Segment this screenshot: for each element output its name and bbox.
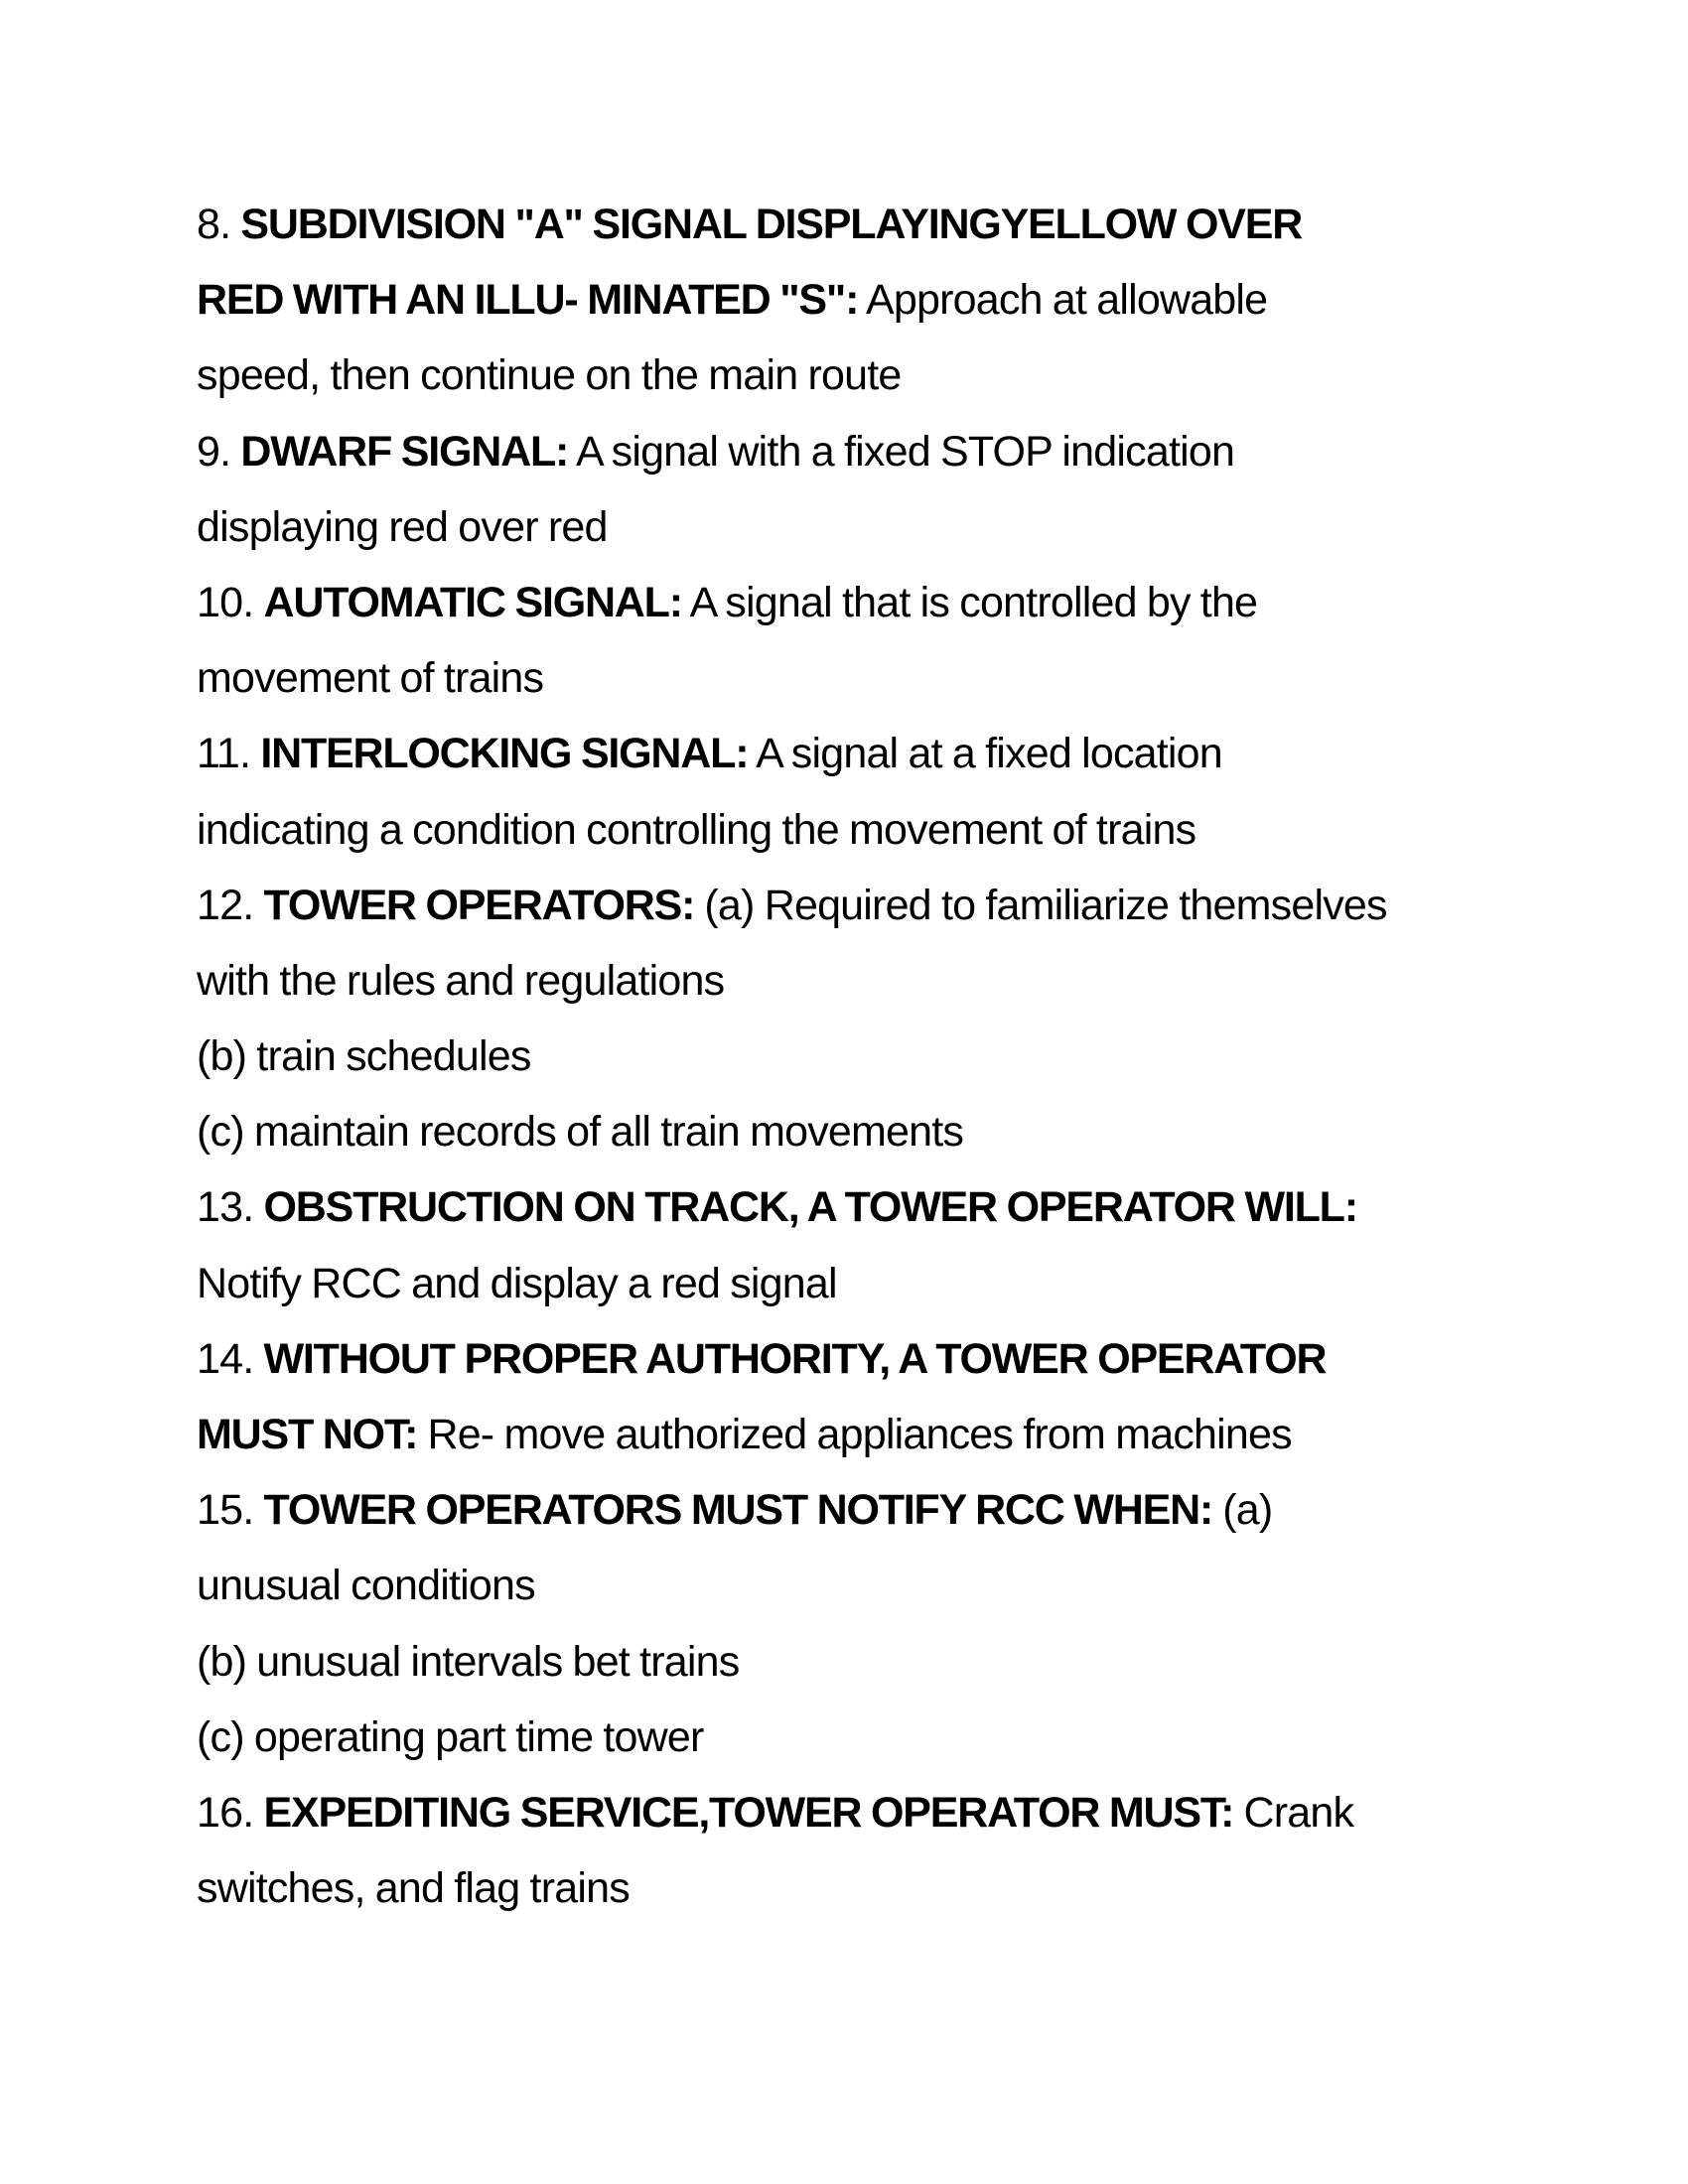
body-text: (a) Required to familiarize themselves [694, 881, 1387, 929]
text-line [197, 1246, 1507, 1321]
body-text: Re- move authorized appliances from machines [417, 1411, 1292, 1458]
text-line [197, 565, 1507, 640]
term-heading: EXPEDITING SERVICE,TOWER OPERATOR MUST: [263, 1788, 1234, 1837]
body-text: (a) [1212, 1486, 1273, 1535]
body-text: Notify RCC and display a red signal [197, 1259, 837, 1307]
body-text: switches, and flag trains [197, 1864, 630, 1913]
text-line [197, 1700, 1507, 1775]
text-line [197, 1169, 1507, 1245]
body-text: speed, then continue on the main route [197, 351, 902, 400]
text-line [197, 1472, 1507, 1548]
body-text: A signal at a fixed location [748, 730, 1222, 778]
body-text: Approach at allowable [858, 276, 1268, 325]
text-line [197, 262, 1507, 338]
text-line [197, 1775, 1507, 1850]
body-text: 8. [197, 201, 241, 248]
body-text: with the rules and regulations [197, 956, 725, 1005]
body-text: 14. [197, 1334, 264, 1383]
term-heading: OBSTRUCTION ON TRACK, A TOWER OPERATOR WILL: [263, 1183, 1357, 1232]
text-line [197, 1850, 1507, 1926]
body-text: 11. [197, 730, 261, 778]
body-text: 10. [197, 578, 264, 626]
body-text: (c) maintain records of all train movements [197, 1108, 964, 1157]
term-heading: WITHOUT PROPER AUTHORITY, A TOWER OPERATOR [263, 1334, 1327, 1383]
term-heading: SUBDIVISION "A" SIGNAL DISPLAYINGYELLOW OVER [240, 201, 1303, 248]
text-line [197, 943, 1507, 1019]
body-text: 12. [197, 881, 264, 929]
body-text: displaying red over red [197, 502, 608, 551]
body-text: 16. [197, 1788, 264, 1837]
text-line [197, 414, 1507, 489]
term-heading: AUTOMATIC SIGNAL: [263, 578, 682, 626]
body-text: movement of trains [197, 654, 544, 703]
text-line [197, 640, 1507, 716]
text-line [197, 1094, 1507, 1169]
term-heading: DWARF SIGNAL: [240, 427, 569, 476]
term-heading: INTERLOCKING SIGNAL: [260, 730, 749, 778]
body-text: A signal with a fixed STOP indication [568, 427, 1235, 476]
body-text: 9. [197, 427, 241, 476]
body-text: (c) operating part time tower [197, 1712, 704, 1761]
term-heading: RED WITH AN ILLU- MINATED "S": [197, 276, 859, 325]
text-line [197, 338, 1507, 413]
text-line [197, 716, 1507, 791]
term-heading: MUST NOT: [197, 1411, 418, 1458]
text-line [197, 1019, 1507, 1094]
text-line [197, 1397, 1507, 1472]
term-heading: TOWER OPERATORS: [263, 881, 695, 929]
body-text: Crank [1233, 1788, 1354, 1837]
text-line [197, 792, 1507, 868]
body-text: unusual conditions [197, 1562, 535, 1610]
document-body [197, 187, 1507, 1926]
term-heading: TOWER OPERATORS MUST NOTIFY RCC WHEN: [263, 1486, 1213, 1535]
text-line [197, 1624, 1507, 1700]
text-line [197, 187, 1507, 262]
body-text: (b) unusual intervals bet trains [197, 1637, 740, 1686]
text-line [197, 1548, 1507, 1623]
body-text: A signal that is controlled by the [681, 578, 1258, 626]
text-line [197, 868, 1507, 943]
text-line [197, 489, 1507, 565]
body-text: indicating a condition controlling the movement of trains [197, 805, 1196, 854]
body-text: (b) train schedules [197, 1032, 531, 1081]
text-line [197, 1321, 1507, 1397]
body-text: 15. [197, 1486, 264, 1535]
body-text: 13. [197, 1183, 264, 1232]
